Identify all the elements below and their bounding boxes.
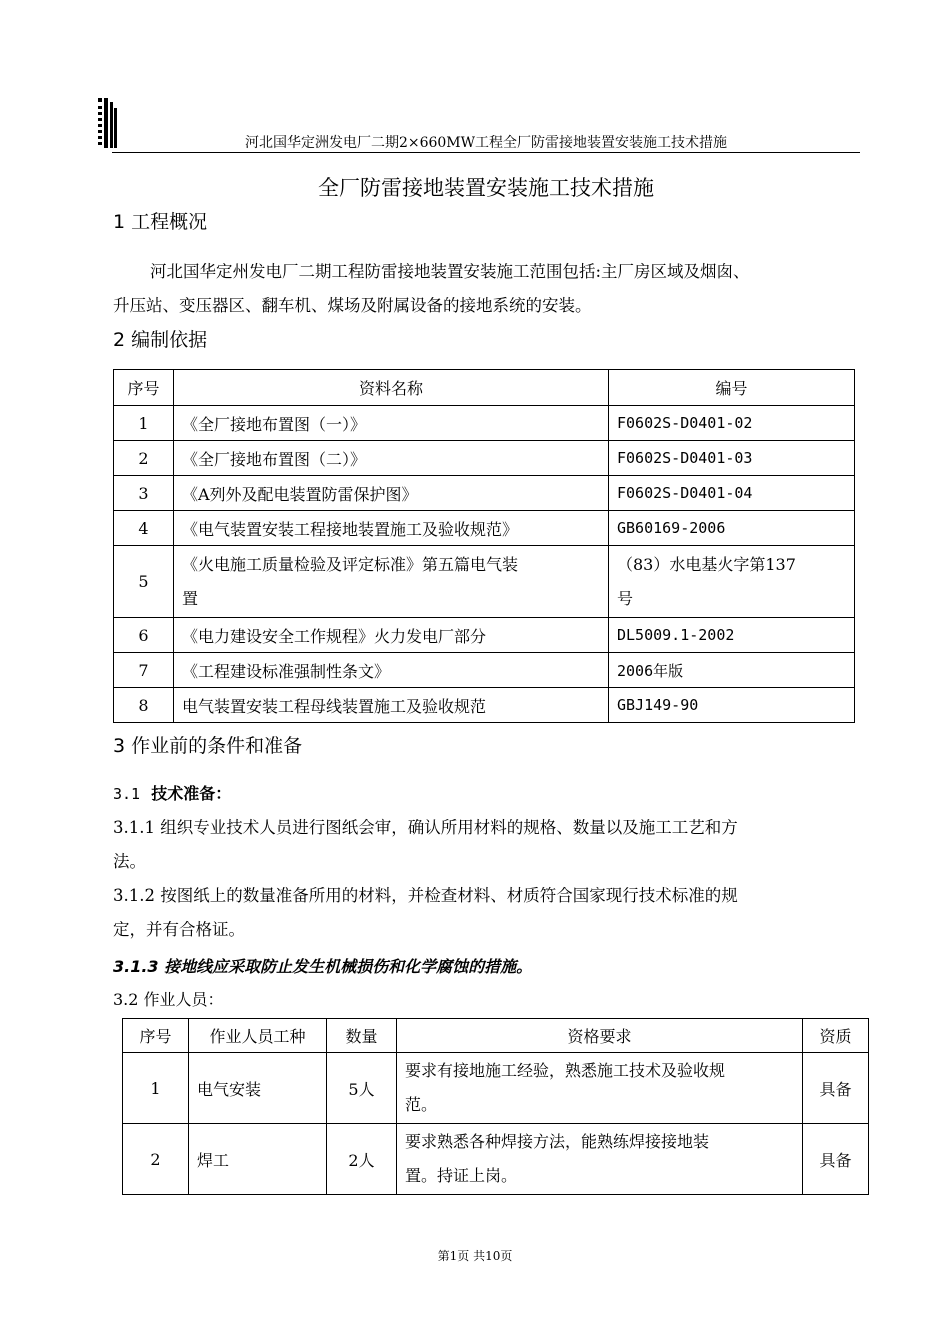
cell-qty: 5人 — [327, 1053, 397, 1124]
cell-no: 8 — [114, 688, 174, 723]
cell-requirement — [397, 1053, 803, 1124]
section-2-heading: 2 编制依据 — [113, 329, 208, 351]
cell-no: 2 — [114, 441, 174, 476]
section-1-body-line-1: 河北国华定州发电厂二期工程防雷接地装置安装施工范围包括:主厂房区域及烟囱、 — [150, 262, 750, 281]
document-title: 全厂防雷接地装置安装施工技术措施 — [318, 176, 654, 200]
personnel-header-row — [123, 1019, 869, 1053]
cell-requirement-line-1: 要求有接地施工经验，熟悉施工技术及验收规 — [405, 1061, 726, 1080]
cell-name: 《电气装置安装工程接地装置施工及验收规范》 — [174, 511, 609, 546]
cell-code: F0602S-D0401-02 — [609, 406, 855, 441]
cell-code: GB60169-2006 — [609, 511, 855, 546]
personnel-table — [122, 1018, 869, 1195]
cell-qualification: 具备 — [803, 1053, 869, 1124]
item-3-1-2-line-2: 定，并有合格证。 — [113, 920, 245, 939]
cell-code: F0602S-D0401-04 — [609, 476, 855, 511]
cell-name-line-1: 《火电施工质量检验及评定标准》第五篇电气装 — [182, 554, 519, 574]
table-row — [114, 406, 855, 441]
header-rule — [112, 152, 860, 153]
cell-name: 《电力建设安全工作规程》火力发电厂部分 — [174, 618, 609, 653]
col-header-name: 资料名称 — [174, 370, 609, 406]
cell-name-line-2: 置 — [182, 588, 199, 608]
table-row — [123, 1124, 869, 1195]
col-header-no: 序号 — [123, 1019, 189, 1053]
table-row — [114, 653, 855, 688]
cell-no: 1 — [114, 406, 174, 441]
cell-requirement-line-2: 置。持证上岗。 — [405, 1166, 518, 1185]
cell-no: 7 — [114, 653, 174, 688]
cell-code: GBJ149-90 — [609, 688, 855, 723]
table-row — [114, 546, 855, 618]
references-header-row — [114, 370, 855, 406]
table-row — [114, 476, 855, 511]
section-3-heading: 3 作业前的条件和准备 — [113, 735, 303, 757]
cell-no: 5 — [114, 546, 174, 618]
cell-no: 3 — [114, 476, 174, 511]
cell-no: 4 — [114, 511, 174, 546]
cell-name: 电气装置安装工程母线装置施工及验收规范 — [174, 688, 609, 723]
cell-name: 《工程建设标准强制性条文》 — [174, 653, 609, 688]
cell-name: 《全厂接地布置图（二）》 — [174, 441, 609, 476]
table-row — [114, 688, 855, 723]
references-table — [113, 369, 855, 723]
cell-no: 6 — [114, 618, 174, 653]
table-row — [123, 1053, 869, 1124]
cell-type: 焊工 — [189, 1124, 327, 1195]
table-row — [114, 511, 855, 546]
col-header-code: 编号 — [609, 370, 855, 406]
subsection-3-1-title: 技术准备： — [151, 784, 232, 803]
col-header-qty: 数量 — [327, 1019, 397, 1053]
cell-type: 电气安装 — [189, 1053, 327, 1124]
cell-requirement-line-1: 要求熟悉各种焊接方法，能熟练焊接接地装 — [405, 1132, 710, 1151]
cell-qty: 2人 — [327, 1124, 397, 1195]
col-header-type: 作业人员工种 — [189, 1019, 327, 1053]
cell-requirement — [397, 1124, 803, 1195]
item-3-1-1-line-2: 法。 — [113, 852, 146, 871]
cell-code: 2006年版 — [609, 653, 855, 688]
cell-code: DL5009.1-2002 — [609, 618, 855, 653]
table-row — [114, 441, 855, 476]
item-3-1-1-line-1: 3.1.1 组织专业技术人员进行图纸会审，确认所用材料的规格、数量以及施工工艺和方 — [113, 818, 738, 837]
col-header-qualification: 资质 — [803, 1019, 869, 1053]
cell-code — [609, 546, 855, 618]
col-header-no: 序号 — [114, 370, 174, 406]
running-header: 河北国华定洲发电厂二期2×660MW工程全厂防雷接地装置安装施工技术措施 — [244, 135, 728, 151]
subsection-3-1 — [113, 782, 231, 806]
cell-name — [174, 546, 609, 618]
subsection-3-2: 3.2 作业人员： — [113, 990, 224, 1009]
section-1-body-line-2: 升压站、变压器区、翻车机、煤场及附属设备的接地系统的安装。 — [113, 296, 592, 315]
cell-requirement-line-2: 范。 — [405, 1095, 438, 1114]
cell-no: 2 — [123, 1124, 189, 1195]
cell-qualification: 具备 — [803, 1124, 869, 1195]
table-row — [114, 618, 855, 653]
section-1-heading: 1 工程概况 — [113, 211, 208, 233]
cell-name: 《全厂接地布置图（一）》 — [174, 406, 609, 441]
col-header-requirement: 资格要求 — [397, 1019, 803, 1053]
subsection-3-1-number: 3.1 — [113, 785, 141, 803]
item-3-1-2-line-1: 3.1.2 按图纸上的数量准备所用的材料，并检查材料、材质符合国家现行技术标准的规 — [113, 886, 738, 905]
cell-name: 《A列外及配电装置防雷保护图》 — [174, 476, 609, 511]
cell-code-line-2: 号 — [617, 588, 634, 608]
cell-code-line-1: （83）水电基火字第137 — [617, 554, 796, 574]
cell-no: 1 — [123, 1053, 189, 1124]
item-3-1-3: 3.1.3 接地线应采取防止发生机械损伤和化学腐蚀的措施。 — [113, 957, 533, 976]
cell-code: F0602S-D0401-03 — [609, 441, 855, 476]
page-footer: 第1页 共10页 — [437, 1249, 513, 1263]
